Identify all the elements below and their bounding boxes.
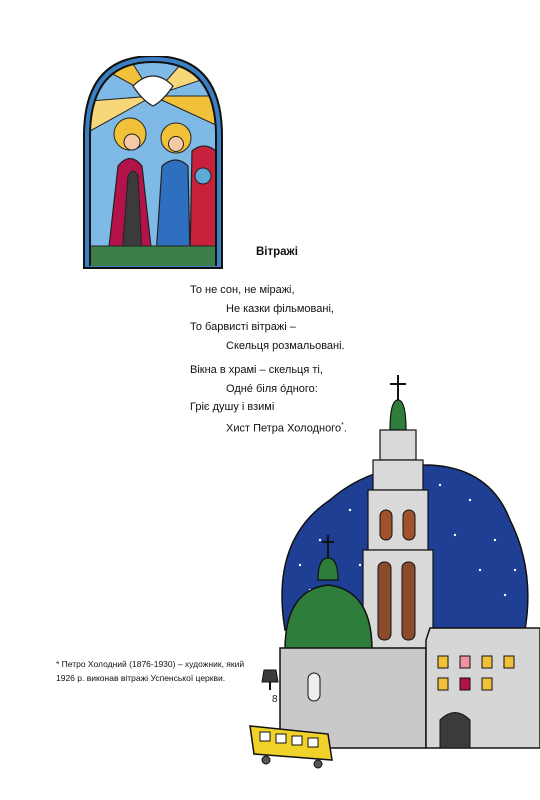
poem-stanza-1 [190,281,345,355]
poem-line: Вікна в храмі – скельця ті, [190,364,323,376]
footnote-line-2: 1926 р. виконав вітражі Успенської церкви. [56,673,226,683]
poem-line-text: Хист Петра Холодного [226,422,342,435]
footnote-marker: * [341,421,344,429]
poem-title: Вітражі [256,246,298,258]
poem-line: Гріє душу і взимі [190,401,275,413]
stained-glass-illustration [78,56,228,270]
poem-line: Скельця розмальовані. [226,339,345,352]
page-number: 8 [272,694,278,705]
poem-line: То барвисті вітражі – [190,321,296,333]
church-illustration [240,370,540,770]
poem-line: Однé біля óдного: [226,382,318,395]
poem-line-last: Хист Петра Холодного*. [226,421,347,435]
footnote-line-1: * Петро Холодний (1876-1930) – художник, який [56,659,245,669]
poem-line: То не сон, не міражі, [190,284,295,296]
footnote [56,657,271,685]
poem-line: Не казки фільмовані, [226,302,334,315]
